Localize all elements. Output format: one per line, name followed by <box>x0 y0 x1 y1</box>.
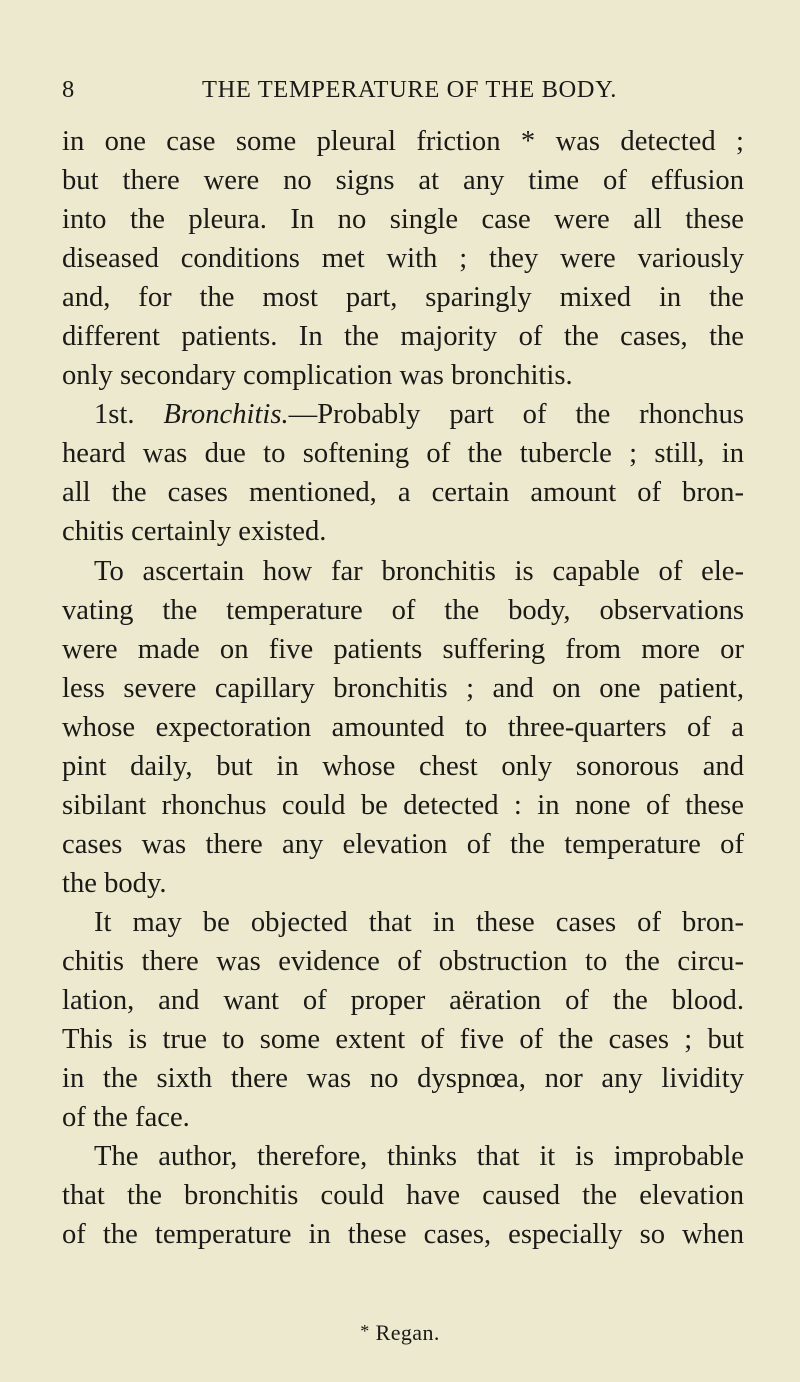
text-line: 1st. Bronchitis.—Probably part of the rhonchus <box>94 399 744 431</box>
section-heading-italic: Bronchitis. <box>163 399 289 431</box>
text-line: less severe capillary bronchitis ; and on one patient, <box>62 672 744 704</box>
text-line: diseased conditions met with ; they were variously <box>62 243 744 275</box>
running-title: THE TEMPERATURE OF THE BODY. <box>202 76 617 103</box>
footnote-text: Regan. <box>375 1320 440 1345</box>
page-header <box>62 76 742 110</box>
text-line: lation, and want of proper aëration of the blood. <box>62 985 744 1017</box>
text-line: that the bronchitis could have caused the elevation <box>62 1180 744 1212</box>
text-line: chitis there was evidence of obstruction to the circu- <box>62 945 744 977</box>
page-number: 8 <box>62 76 75 103</box>
text-line: in the sixth there was no dyspnœa, nor any lividity <box>62 1063 744 1095</box>
text-line: different patients. In the majority of the cases, the <box>62 321 744 353</box>
text-line: heard was due to softening of the tubercle ; still, in <box>62 438 744 470</box>
text-line: the body. <box>62 867 167 899</box>
text-line: whose expectoration amounted to three-quarters of a <box>62 711 744 743</box>
text-line: into the pleura. In no single case were all these <box>62 204 744 236</box>
text-line: only secondary complication was bronchitis. <box>62 360 573 392</box>
text-line: in one case some pleural friction * was detected ; <box>62 126 744 157</box>
footnote-mark: * <box>360 1321 370 1341</box>
text-line: This is true to some extent of five of the cases ; but <box>62 1024 744 1056</box>
text-line: cases was there any elevation of the temperature of <box>62 828 744 860</box>
body-text <box>62 122 744 1254</box>
text-line: vating the temperature of the body, observations <box>62 594 744 626</box>
text-line: of the face. <box>62 1102 190 1134</box>
text-line: all the cases mentioned, a certain amount of bron- <box>62 477 744 509</box>
footnote <box>0 1320 800 1346</box>
text-line: The author, therefore, thinks that it is improbable <box>94 1141 744 1173</box>
text-line: chitis certainly existed. <box>62 516 327 548</box>
text-line: To ascertain how far bronchitis is capable of ele- <box>94 555 744 587</box>
text-line: pint daily, but in whose chest only sonorous and <box>62 750 744 782</box>
text-line: of the temperature in these cases, especially so when <box>62 1219 744 1251</box>
text-line: It may be objected that in these cases of bron- <box>94 906 744 938</box>
text-line: sibilant rhonchus could be detected : in none of these <box>62 789 744 821</box>
text-line: and, for the most part, sparingly mixed in the <box>62 282 744 314</box>
text-line: but there were no signs at any time of effusion <box>62 165 744 197</box>
text-line: were made on five patients suffering from more or <box>62 633 744 665</box>
